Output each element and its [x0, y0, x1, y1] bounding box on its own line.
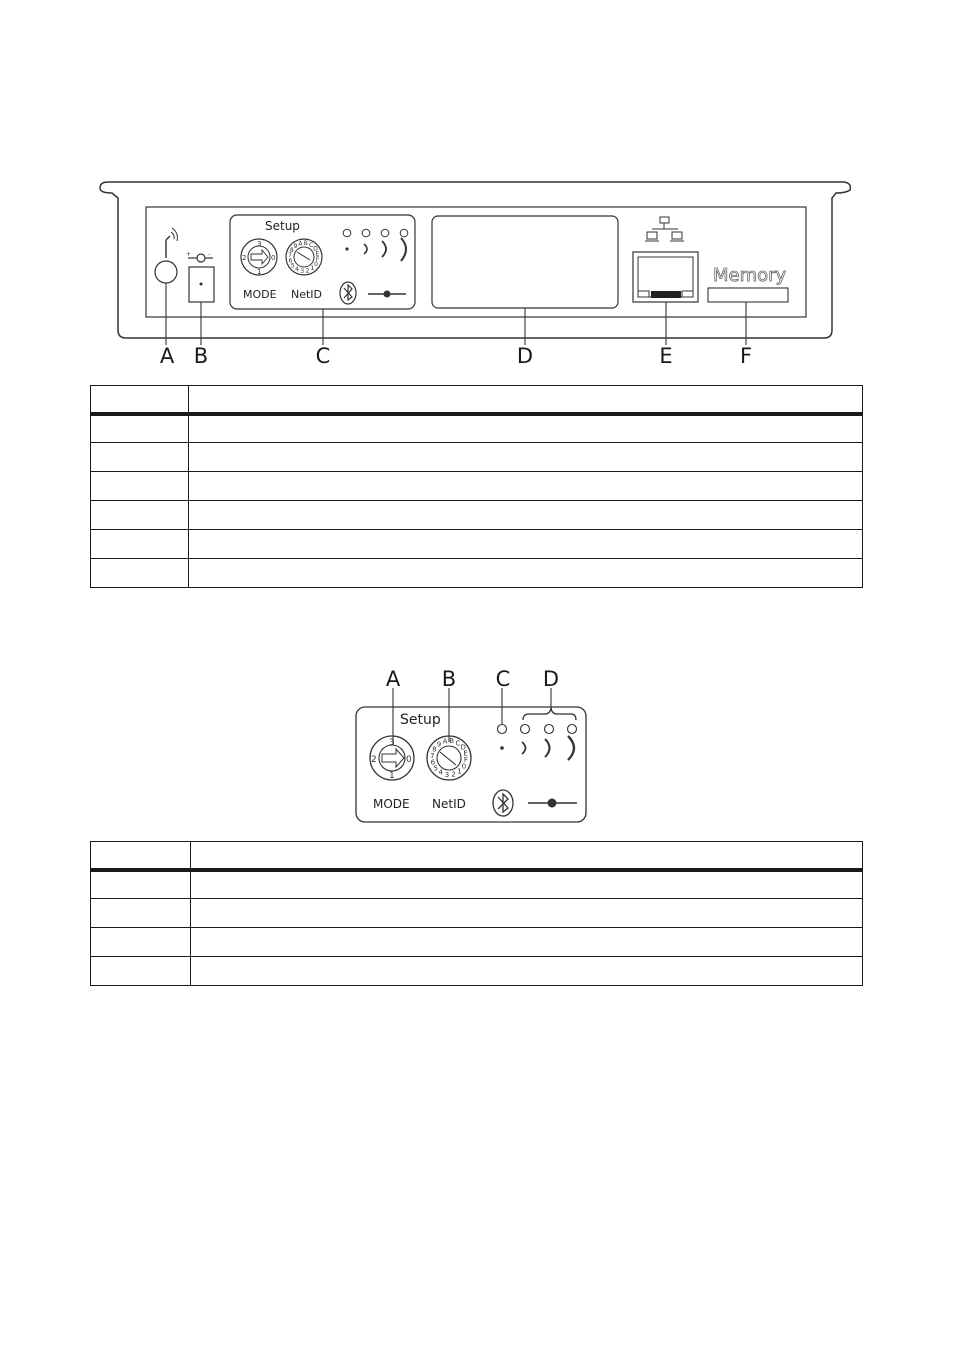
- table-row: [91, 899, 863, 928]
- svg-text:1: 1: [389, 771, 395, 781]
- netid-dial: [427, 736, 471, 780]
- setup-label: Setup: [400, 712, 441, 728]
- svg-text:89ABCDEF01234567: 89ABCD E F 0 1234567: [288, 240, 320, 275]
- callout-c: C: [495, 667, 511, 691]
- table-row: [91, 928, 863, 957]
- callout-a: A: [159, 344, 175, 368]
- netid-label: NetID: [291, 288, 323, 301]
- svg-text:1: 1: [257, 268, 262, 276]
- svg-text:-: -: [208, 251, 211, 258]
- table-row: [91, 870, 863, 899]
- callout-e: E: [659, 344, 673, 368]
- table-header-row: [91, 386, 863, 414]
- svg-text:89ABCDEF01234567: 89A BCD E F 0 1234567: [430, 737, 468, 779]
- svg-text:3: 3: [389, 738, 395, 748]
- legend-table-2: [90, 841, 863, 986]
- mode-label: MODE: [373, 797, 410, 811]
- table-row: [91, 443, 863, 472]
- table-row: [91, 414, 863, 443]
- callout-f: F: [739, 344, 753, 368]
- memory-label: Memory: [713, 265, 787, 286]
- svg-text:3: 3: [257, 240, 262, 248]
- setup-label: Setup: [265, 219, 300, 233]
- legend-table-1: [90, 385, 863, 588]
- memory-card-slot: [708, 288, 788, 302]
- callout-d: D: [516, 344, 534, 368]
- svg-text:2: 2: [242, 254, 247, 262]
- table-header-row: [91, 842, 863, 870]
- antenna-connector: [155, 261, 177, 283]
- netid-dial: [286, 239, 322, 275]
- table-row: [91, 472, 863, 501]
- svg-text:0: 0: [406, 755, 412, 765]
- callout-a: A: [385, 667, 401, 691]
- mode-label: MODE: [243, 288, 277, 301]
- netid-label: NetID: [432, 797, 466, 811]
- table-row: [91, 530, 863, 559]
- svg-text:+: +: [186, 251, 192, 258]
- callout-b: B: [193, 344, 209, 368]
- table-row: [91, 957, 863, 986]
- display-window: [432, 216, 618, 308]
- bluetooth-icon: [340, 282, 356, 304]
- table-row: [91, 501, 863, 530]
- callout-d: D: [542, 667, 560, 691]
- mode-dial: [241, 239, 277, 276]
- svg-text:2: 2: [371, 755, 377, 765]
- callout-c: C: [315, 344, 331, 368]
- bluetooth-icon: [493, 790, 513, 816]
- ethernet-port: [633, 252, 698, 302]
- svg-text:0: 0: [271, 254, 276, 262]
- mode-dial: [370, 736, 414, 781]
- device-panel-figure: [0, 0, 954, 380]
- callout-b: B: [441, 667, 457, 691]
- table-row: [91, 559, 863, 588]
- setup-detail-figure: [340, 660, 610, 830]
